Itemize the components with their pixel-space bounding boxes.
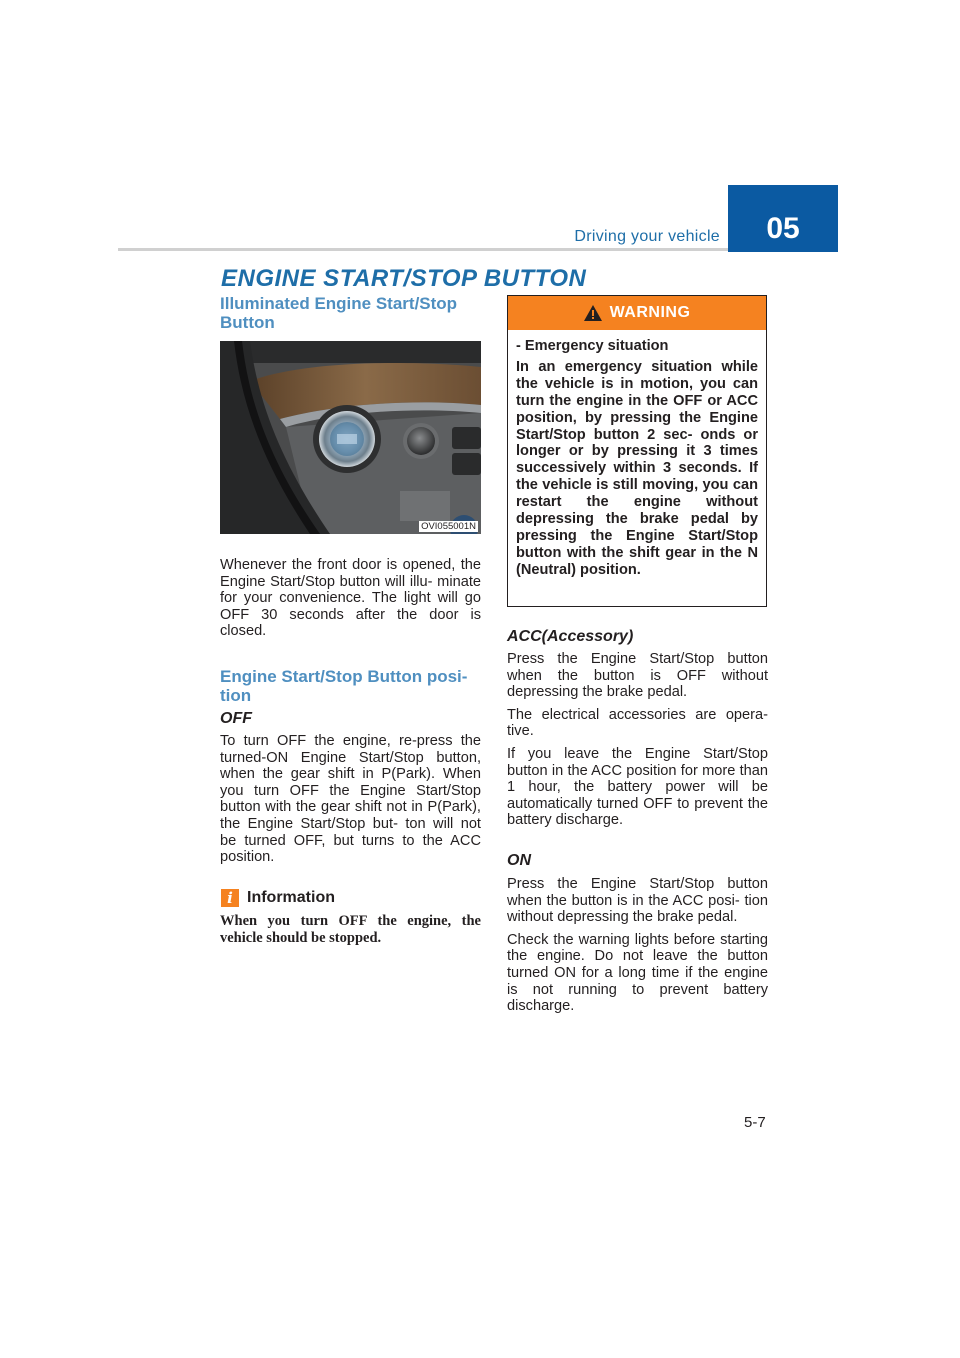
illuminated-paragraph: Whenever the front door is opened, the Engine Start/Stop button will illu- minate for your convenience. The light will go OFF 30 seconds after the door is closed. — [220, 557, 481, 640]
engine-button-photo — [220, 341, 481, 534]
on-paragraph-2: Check the warning lights before starting the engine. Do not leave the button turned ON for a long time if the engine is not running to prevent battery discharge. — [507, 931, 768, 1015]
section-title: ENGINE START/STOP BUTTON — [221, 265, 587, 292]
off-paragraph: To turn OFF the engine, re-press the turned-ON Engine Start/Stop button, when the gear shift in P(Park). When you turn OFF the Engine Start/Stop button with the gear shift not in P(Park), the Engine Start/Stop but- ton will not be turned OFF, but turns to the ACC position. — [220, 733, 481, 866]
dashboard-illustration — [220, 341, 481, 534]
warning-header — [508, 296, 766, 330]
heading-button-position: Engine Start/Stop Button posi- tion — [220, 667, 468, 705]
info-text: When you turn OFF the engine, the vehicle should be stopped. — [220, 913, 481, 946]
heading-acc: ACC(Accessory) — [507, 628, 634, 645]
warning-text: In an emergency situation while the vehicle is in motion, you can turn the engine in the OFF or ACC position, by pressing the Engine Start/Stop button 2 sec- onds or longer or by pressing it 3 times successively within 3 seconds. If the vehicle is still moving, you can restart the engine without depressing the brake pedal by pressing the Engine Start/Stop button with the shift gear in the N (Neutral) position. — [516, 358, 758, 578]
warning-label: WARNING — [609, 304, 691, 321]
on-paragraph-1: Press the Engine Start/Stop button when the button is in the ACC posi- tion without depressing the brake pedal. — [507, 876, 768, 926]
heading-illuminated-button: Illuminated Engine Start/Stop Button — [220, 294, 458, 332]
acc-block — [507, 651, 768, 829]
warning-box — [507, 295, 767, 607]
acc-paragraph-3: If you leave the Engine Start/Stop button in the ACC position for more than 1 hour, the battery power will be automatically turned OFF to prevent the battery discharge. — [507, 745, 768, 829]
warning-triangle-icon — [584, 305, 602, 321]
heading-off: OFF — [220, 710, 252, 727]
warning-body — [508, 330, 766, 579]
chapter-tab — [728, 185, 838, 252]
photo-code: OVI055001N — [421, 521, 476, 532]
warning-title-line: - Emergency situation — [516, 338, 669, 354]
heading-on: ON — [507, 852, 531, 869]
illuminated-paragraph-block — [220, 557, 481, 640]
acc-paragraph-2: The electrical accessories are opera- tive. — [507, 706, 768, 740]
page-number: 5-7 — [744, 1114, 766, 1131]
acc-paragraph-1: Press the Engine Start/Stop button when the button is OFF without depressing the brake pedal. — [507, 651, 768, 701]
info-icon: i — [221, 889, 239, 907]
on-block — [507, 876, 768, 1015]
chapter-number: 05 — [766, 212, 800, 245]
header-rule — [118, 248, 728, 251]
off-paragraph-block — [220, 733, 481, 866]
info-label: Information — [247, 889, 335, 906]
running-header-title: Driving your vehicle — [574, 228, 720, 245]
